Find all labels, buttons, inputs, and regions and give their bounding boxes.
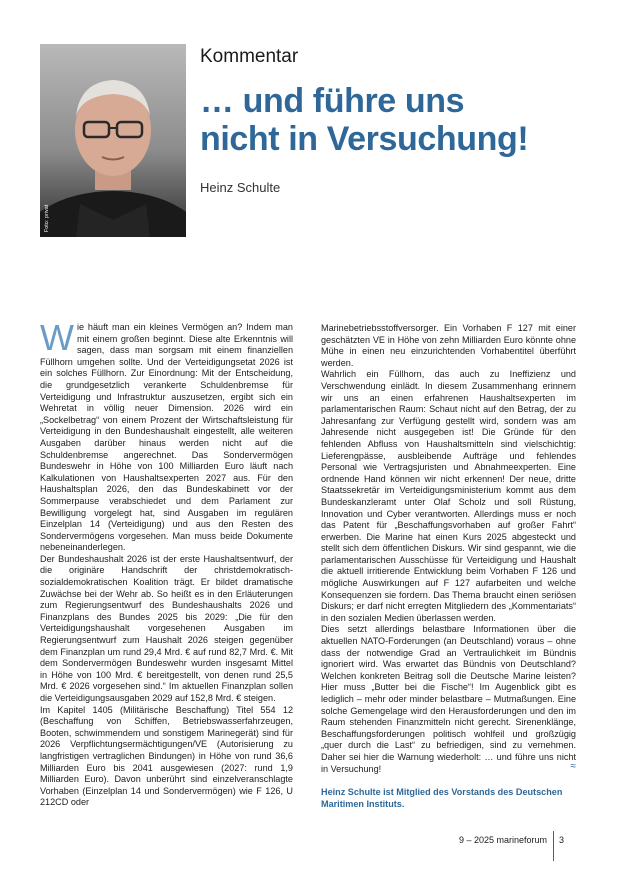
paragraph xyxy=(321,624,576,775)
author-name: Heinz Schulte xyxy=(200,180,281,195)
headline-line-2: nicht in Versuchung! xyxy=(200,120,529,158)
author-portrait-illustration xyxy=(40,44,186,237)
paragraph: Wahrlich ein Füllhorn, das auch zu Ineffizienz und Verschwendung einlädt. In diesem Zusammenhang erinnern wir uns an einen erfahrenen Haushaltsexperten im parlamentarischen Raum: Schaut nicht auf den Betrag, der zu Jahresanfang zur Verfügung gestellt wird, sondern was am Jahresende nicht ausgegeben ist! Die Gründe für den fehlenden Abfluss von Haushaltsmitteln sind vielschichtig: Lieferengpässe, ausbleibende Aufträge und fehlendes Personal wie Vertragsjuristen und Abnahmeexperten. Eine ordnende Hand können wir nicht erkennen! Der neue, dritte Staatssekretär im Verteidigungsministerium kommt aus dem Bundeskanzleramt unter Olaf Scholz und soll Rüstung, Innovation und Cyber verantworten. Allerdings muss er noch das Patent für „Beschaffungsvorhaben auf großer Fahrt“ erwerben. Die Marine hat einen Kurs 2025 abgesteckt und stellt sich dem öffentlichen Diskurs. Wir sind gespannt, wie die parlamentarischen Ausschüsse für Verteidigung und Haushalt die aktuell irritierende Entwicklung beim Vorhaben F 126 und mögliche Auswirkungen auf F 127 aufarbeiten und welche Konsequenzen sie fordern. Das Thema braucht einen seriösen Diskurs; er darf nicht erregten Mitgliedern des „Kommentariats“ in den sozialen Medien überlassen werden. xyxy=(321,369,576,623)
page-number: 3 xyxy=(559,835,565,845)
headline-line-1: … und führe uns xyxy=(200,82,465,120)
end-of-article-icon: ≈ xyxy=(570,760,576,772)
footer-issue: 9 – 2025 marineforum xyxy=(458,835,547,845)
drop-cap: W xyxy=(40,317,74,358)
paragraph xyxy=(40,317,293,554)
author-bio: Heinz Schulte ist Mitglied des Vorstands des Deutschen Maritimen Instituts. xyxy=(321,787,563,809)
paragraph-text: ie häuft man ein kleines Vermögen an? Indem man mit einem großen beginnt. Diese alte Erkenntnis will sagen, dass man sorgsam mit einem finanziellen Füllhorn umgehen sollte. Und der Verteidigungsetat 2026 ist ein solches Füllhorn. Zur Einordnung: Mit der Entscheidung, die grundgesetzlich verankerte Schuldenbremse für Verteidigung und Infrastruktur auszusetzen, ergibt sich ein Wehretat in völlig neuer Dimension. 2026 wird ein „Sockelbetrag“ von einem Prozent der Wirtschaftsleistung für Verteidigung in den Bundeshaushalt eingestellt, alle weiteren Ausgaben darüber hinaus werden nicht auf die Schuldenbremse angerechnet. Das Sondervermögen Bundeswehr in Höhe von 100 Milliarden Euro läuft nach Kalkulationen von Haushaltsexperten 2027 aus. Für den Haushaltsplan 2026, den das Bundeskabinett vor der Sommerpause verabschiedet und dem Parlament zur Bewilligung vorgelegt hat, sind Ausgaben im regulären Einzelplan 14 (Verteidigung) und aus den Resten des Sondervermögens vorgesehen. Man muss beide Dokumente nebeneinanderlegen. xyxy=(40,322,293,553)
article-column-left xyxy=(40,317,293,809)
photo-credit: Foto: privat xyxy=(44,204,50,232)
paragraph: Der Bundeshaushalt 2026 ist der erste Haushaltsentwurf, der die originäre Handschrift der christdemokratisch-sozialdemokratischen Koalition trägt. Er bildet dramatische Zuwächse bei der Wehr ab. So heißt es in den Erläuterungen zum Regierungsentwurf des Bundeshaushalts 2026 und Finanzplans des Bundes 2025 bis 2029: „Die für den Verteidigungshaushalt vorgesehenen Ausgaben im Regierungsentwurf zum Haushalt 2026 steigen gegenüber dem Finanzplan um rund 29,4 Mrd. € auf rund 82,7 Mrd. €. Mit dem Sondervermögen Bundeswehr wurden insgesamt Mittel in Höhe von 100 Mrd. € bereitgestellt, von denen rund 25,5 Mrd. € 2026 vorgesehen sind.“ Im aktuellen Finanzplan sollen die Verteidigungsausgaben 2029 auf 152,8 Mrd. € steigen. xyxy=(40,553,293,703)
paragraph: Im Kapitel 1405 (Militärische Beschaffung) Titel 554 12 (Beschaffung von Schiffen, Betriebswasserfahrzeugen, Booten, schwimmendem und sonstigem Marinegerät) sind für 2026 Verpflichtungsermächtigungen/VE (Autorisierung zu langfristigen vertraglichen Bindungen) in Höhe von rund 36,6 Milliarden Euro bis 2041 ausgewiesen (2027: rund 1,9 Milliarden Euro). Davon unberührt sind einzelveranschlagte Vorhaben (Einzelplan 14 und Sondervermögen) wie F 126, U 212CD oder xyxy=(40,704,293,808)
article-headline xyxy=(200,82,600,158)
footer-divider xyxy=(553,831,554,861)
article-kicker: Kommentar xyxy=(200,46,299,67)
paragraph: Marinebetriebsstoffversorger. Ein Vorhaben F 127 mit einer geschätzten VE in Höhe von zehn Milliarden Euro könnte ohne Mühe in einen neu einzurichtenden Vorhabentitel überführt werden. xyxy=(321,323,576,368)
article-column-right xyxy=(321,323,576,810)
paragraph-text: Dies setzt allerdings belastbare Informationen über die aktuellen NATO-Forderungen (an Deutschland) voraus – ohne dass der notwendige Grad an Vertraulichkeit im Bündnis ignoriert wird. Was erwartet das Bündnis von Deutschland? Welchen konkreten Beitrag soll die Deutsche Marine leisten? Hier muss „Butter bei die Fische“! Im Augenblick gibt es lediglich – mehr oder minder belastbare – Mutmaßungen. Eine solche Gemengelage wird den Herausforderungen und den im Raum stehenden Finanzmitteln nicht gerecht. Sirenenklänge, Beschaffungsforderungen politisch wohlfeil und großzügig „quer durch die Last“ zu befriedigen, sind zu vernehmen. Daher sei hier die Warnung wiederholt: … und führe uns nicht in Versuchung! xyxy=(321,624,576,774)
author-photo xyxy=(40,44,186,237)
